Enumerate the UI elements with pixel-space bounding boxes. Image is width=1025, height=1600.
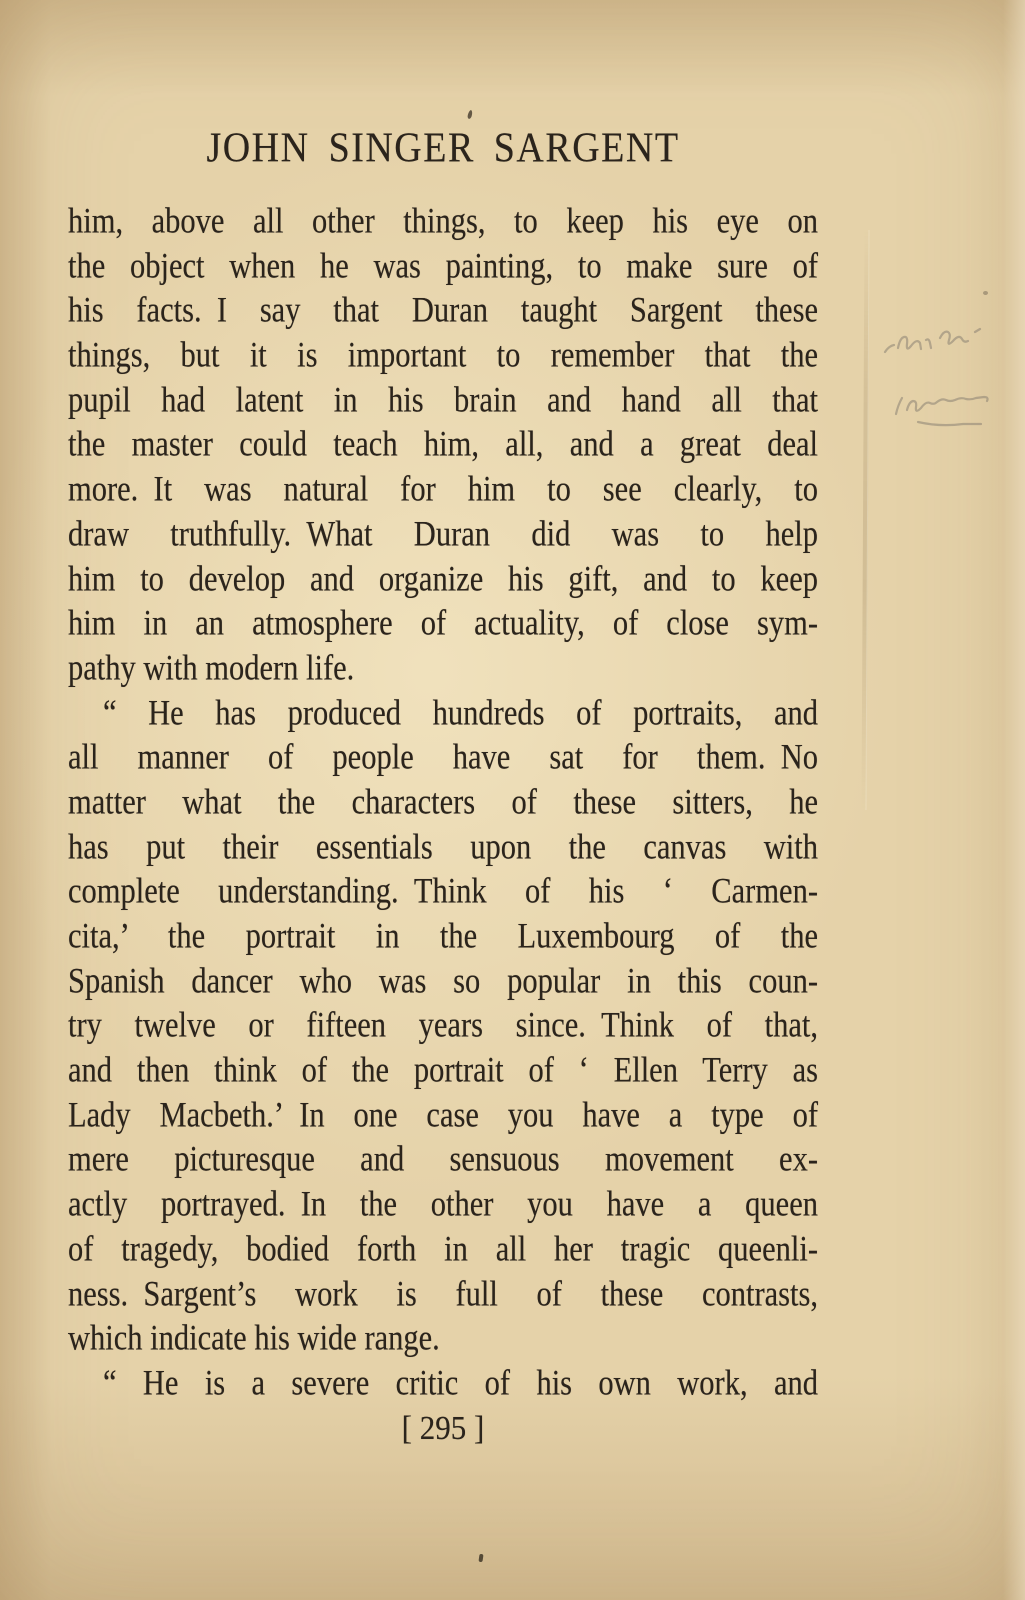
- text-line: things, but it is important to remember that the: [68, 334, 818, 376]
- text-line: try twelve or fifteen years since. Think of that,: [68, 1005, 818, 1046]
- text-line: has put their essentials upon the canvas with: [68, 826, 818, 867]
- text-line: pathy with modern life.: [68, 647, 355, 688]
- text-line: matter what the characters of these sitters, he: [68, 781, 818, 822]
- body-text: [68, 199, 818, 1406]
- text-line: Lady Macbeth.’ In one case you have a type of: [68, 1094, 818, 1135]
- text-line: draw truthfully. What Duran did was to help: [68, 513, 818, 554]
- page-title: JOHN SINGER SARGENT: [206, 124, 680, 172]
- text-line: the object when he was painting, to make sure of: [68, 245, 818, 286]
- text-line: “ He has produced hundreds of portraits, and: [103, 692, 818, 733]
- pencil-scribble-bottom: [896, 397, 988, 425]
- page-number: [ 295 ]: [401, 1408, 485, 1447]
- text-line: ness. Sargent’s work is full of these contrasts,: [68, 1273, 818, 1314]
- ink-speck: [478, 1554, 483, 1562]
- text-line: his facts. I say that Duran taught Sargent these: [68, 290, 818, 331]
- text-line: complete understanding. Think of his ‘ Carmen-: [68, 871, 818, 912]
- pencil-dot: [983, 291, 988, 295]
- text-line: him in an atmosphere of actuality, of close sym-: [68, 603, 818, 644]
- text-line: and then think of the portrait of ‘ Ellen Terry as: [68, 1049, 818, 1091]
- page-edge-highlight: [1003, 0, 1025, 1600]
- text-line: cita,’ the portrait in the Luxembourg of the: [68, 915, 818, 956]
- pencil-scribble-top: [885, 329, 980, 352]
- text-line: “ He is a severe critic of his own work, and: [103, 1362, 818, 1403]
- text-line: Spanish dancer who was so popular in this coun-: [68, 960, 818, 1001]
- text-line: all manner of people have sat for them. No: [68, 737, 818, 778]
- text-line: the master could teach him, all, and a great deal: [68, 424, 818, 465]
- text-line: mere picturesque and sensuous movement ex-: [68, 1139, 818, 1180]
- text-line: him, above all other things, to keep his eye on: [68, 200, 818, 241]
- text-line: actly portrayed. In the other you have a queen: [68, 1184, 818, 1225]
- pencil-scribbles: [860, 280, 1020, 440]
- text-line: more. It was natural for him to see clearly, to: [68, 469, 818, 510]
- text-line: him to develop and organize his gift, and to keep: [68, 558, 818, 599]
- text-line: which indicate his wide range.: [68, 1318, 440, 1359]
- text-line: pupil had latent in his brain and hand all that: [68, 379, 818, 420]
- text-line: of tragedy, bodied forth in all her tragic queenli-: [68, 1228, 818, 1269]
- ink-speck: [467, 110, 473, 120]
